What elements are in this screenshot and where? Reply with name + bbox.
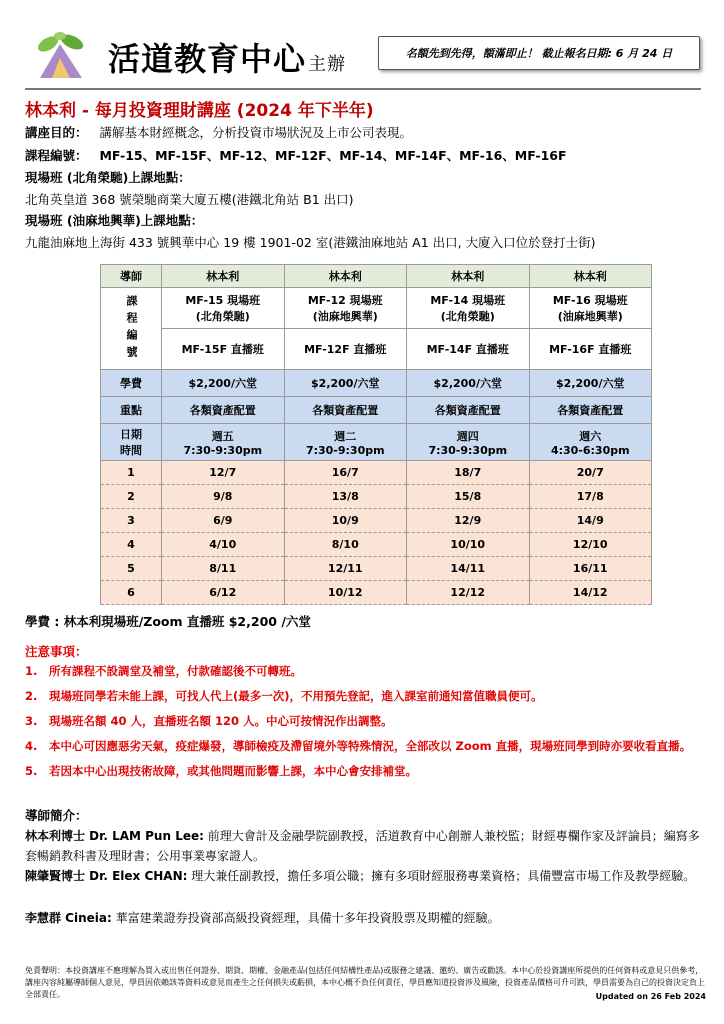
session-date: 12/7 xyxy=(162,461,285,485)
fee-cell: $2,200/六堂 xyxy=(529,370,652,397)
session-number: 5 xyxy=(101,557,162,581)
session-date: 16/7 xyxy=(284,461,407,485)
session-date: 8/10 xyxy=(284,533,407,557)
divider xyxy=(25,88,701,90)
code-zoom-row xyxy=(101,329,652,370)
schedule-table xyxy=(100,264,652,605)
session-number: 4 xyxy=(101,533,162,557)
session-date: 8/11 xyxy=(162,557,285,581)
datetime-cell: 週五 7:30-9:30pm xyxy=(162,424,285,461)
session-date: 10/10 xyxy=(407,533,530,557)
session-date: 6/9 xyxy=(162,509,285,533)
note-item xyxy=(25,762,705,781)
tutor-label: 導師 xyxy=(101,265,162,288)
fee-summary: 學費 : 林本利現場班/Zoom 直播班 $2,200 /六堂 xyxy=(25,614,311,629)
logo xyxy=(30,30,90,80)
code-live: MF-16 現場班 (油麻地興華) xyxy=(529,288,652,329)
focus-label: 重點 xyxy=(101,397,162,424)
fee-label: 學費 xyxy=(101,370,162,397)
session-date: 14/11 xyxy=(407,557,530,581)
session-row xyxy=(101,485,652,509)
note-text: 本中心可因應惡劣天氣，疫症爆發，導師檢疫及滯留境外等特殊情況，全部改以 Zoom 直播，現場班同學到時亦要收看直播。 xyxy=(49,739,692,753)
session-number: 1 xyxy=(101,461,162,485)
note-text: 若因本中心出現技術故障，或其他問題而影響上課，本中心會安排補堂。 xyxy=(49,764,417,778)
session-date: 4/10 xyxy=(162,533,285,557)
bio-lam: 林本利博士 Dr. LAM Pun Lee: 前理大會計及金融學院副教授，活道教育中心創辦人兼校監；財經專欄作家及評論員；編寫多套暢銷教科書及理財書；公用事業專家證人。 xyxy=(25,829,700,863)
session-date: 17/8 xyxy=(529,485,652,509)
code-zoom: MF-16F 直播班 xyxy=(529,329,652,370)
note-item xyxy=(25,662,705,681)
datetime-cell: 週二 7:30-9:30pm xyxy=(284,424,407,461)
code-live: MF-12 現場班 (油麻地興華) xyxy=(284,288,407,329)
session-date: 12/10 xyxy=(529,533,652,557)
session-row xyxy=(101,557,652,581)
col-tutor: 林本利 xyxy=(529,265,652,288)
code-label: 課程編號 xyxy=(101,288,162,370)
session-row xyxy=(101,533,652,557)
focus-row xyxy=(101,397,652,424)
session-number: 6 xyxy=(101,581,162,605)
note-text: 現場班同學若未能上課，可找人代上(最多一次)，不用預先登記，進入課室前通知當值職員便可。 xyxy=(49,689,543,703)
note-item xyxy=(25,737,705,756)
header xyxy=(0,0,724,92)
session-date: 15/8 xyxy=(407,485,530,509)
code-live: MF-15 現場班 (北角榮馳) xyxy=(162,288,285,329)
note-number: 2. xyxy=(25,689,38,703)
code-live: MF-14 現場班 (北角榮馳) xyxy=(407,288,530,329)
note-text: 所有課程不設調堂及補堂，付款確認後不可轉班。 xyxy=(49,664,302,678)
session-date: 12/12 xyxy=(407,581,530,605)
session-number: 2 xyxy=(101,485,162,509)
session-date: 6/12 xyxy=(162,581,285,605)
fee-cell: $2,200/六堂 xyxy=(407,370,530,397)
purpose-line: 講座目的： 講解基本財經概念，分析投資市場狀況及上市公司表現。 xyxy=(25,125,412,140)
page-title: 林本利 - 每月投資理財講座 (2024 年下半年) xyxy=(25,101,374,121)
venue1-address: 北角英皇道 368 號榮馳商業大廈五樓(港鐵北角站 B1 出口) xyxy=(25,192,354,207)
code-zoom: MF-12F 直播班 xyxy=(284,329,407,370)
session-date: 10/9 xyxy=(284,509,407,533)
fee-cell: $2,200/六堂 xyxy=(284,370,407,397)
disclaimer: 免責聲明：本投資講座不應理解為買入或出售任何證券、期貨、期權、金融產品(包括任何結構性產品)或服務之建議、邀約、廣告或勸誘。本中心於投資講座所提供的任何資料或意見只供參考，講座內容純屬導師個人意見，學員因依賴該等資料或意見而產生之任何損失或虧損，本中心概不負任何責任，學員應知道投資涉及風險，投資產品價格可升可跌，學員需要為自己的投資決定負上全部責任。 xyxy=(25,966,705,999)
col-tutor: 林本利 xyxy=(284,265,407,288)
venue2-address: 九龍油麻地上海街 433 號興華中心 19 樓 1901-02 室(港鐵油麻地站 A1 出口, 大廈入口位於登打士街) xyxy=(25,235,596,250)
col-tutor: 林本利 xyxy=(162,265,285,288)
note-text: 現場班名額 40 人，直播班名額 120 人。中心可按情況作出調整。 xyxy=(49,714,393,728)
session-date: 16/11 xyxy=(529,557,652,581)
focus-cell: 各類資產配置 xyxy=(284,397,407,424)
session-date: 14/9 xyxy=(529,509,652,533)
org-name: 活道教育中心 主辦 xyxy=(108,40,347,78)
note-item xyxy=(25,687,705,706)
fee-row xyxy=(101,370,652,397)
note-number: 1. xyxy=(25,664,38,678)
bio-chan: 陳肇賢博士 Dr. Elex CHAN: 理大兼任副教授，擔任多項公職；擁有多項財經服務專業資格；具備豐富市場工作及教學經驗。 xyxy=(25,869,696,883)
session-rows xyxy=(101,461,652,605)
tutor-row xyxy=(101,265,652,288)
note-item xyxy=(25,712,705,731)
datetime-row xyxy=(101,424,652,461)
updated-date: Updated on 26 Feb 2024 xyxy=(595,992,706,1001)
note-number: 3. xyxy=(25,714,38,728)
session-date: 12/11 xyxy=(284,557,407,581)
col-tutor: 林本利 xyxy=(407,265,530,288)
bio-lee: 李慧群 Cineia: 華富建業證券投資部高級投資經理，具備十多年投資股票及期權的經驗。 xyxy=(25,911,500,925)
code-live-row xyxy=(101,288,652,329)
session-row xyxy=(101,461,652,485)
focus-cell: 各類資產配置 xyxy=(529,397,652,424)
venue2-label: 現場班 (油麻地興華)上課地點： xyxy=(25,213,204,228)
bio-title: 導師簡介： xyxy=(25,808,88,823)
focus-cell: 各類資產配置 xyxy=(162,397,285,424)
deadline-notice: 名額先到先得，額滿即止！ 截止報名日期: 6 月 24 日 xyxy=(378,36,700,70)
session-date: 9/8 xyxy=(162,485,285,509)
session-date: 12/9 xyxy=(407,509,530,533)
session-row xyxy=(101,581,652,605)
notes-list xyxy=(25,662,705,787)
datetime-label: 日期 時間 xyxy=(101,424,162,461)
focus-cell: 各類資產配置 xyxy=(407,397,530,424)
notes-title: 注意事項： xyxy=(25,644,88,659)
venue1-label: 現場班 (北角榮馳)上課地點： xyxy=(25,170,191,185)
session-date: 14/12 xyxy=(529,581,652,605)
datetime-cell: 週四 7:30-9:30pm xyxy=(407,424,530,461)
session-date: 10/12 xyxy=(284,581,407,605)
session-row xyxy=(101,509,652,533)
session-date: 18/7 xyxy=(407,461,530,485)
session-number: 3 xyxy=(101,509,162,533)
datetime-cell: 週六 4:30-6:30pm xyxy=(529,424,652,461)
code-zoom: MF-14F 直播班 xyxy=(407,329,530,370)
note-number: 5. xyxy=(25,764,38,778)
code-zoom: MF-15F 直播班 xyxy=(162,329,285,370)
fee-cell: $2,200/六堂 xyxy=(162,370,285,397)
session-date: 13/8 xyxy=(284,485,407,509)
note-number: 4. xyxy=(25,739,38,753)
codes-line: 課程編號： MF-15、MF-15F、MF-12、MF-12F、MF-14、MF-14F、MF-16、MF-16F xyxy=(25,148,567,163)
session-date: 20/7 xyxy=(529,461,652,485)
